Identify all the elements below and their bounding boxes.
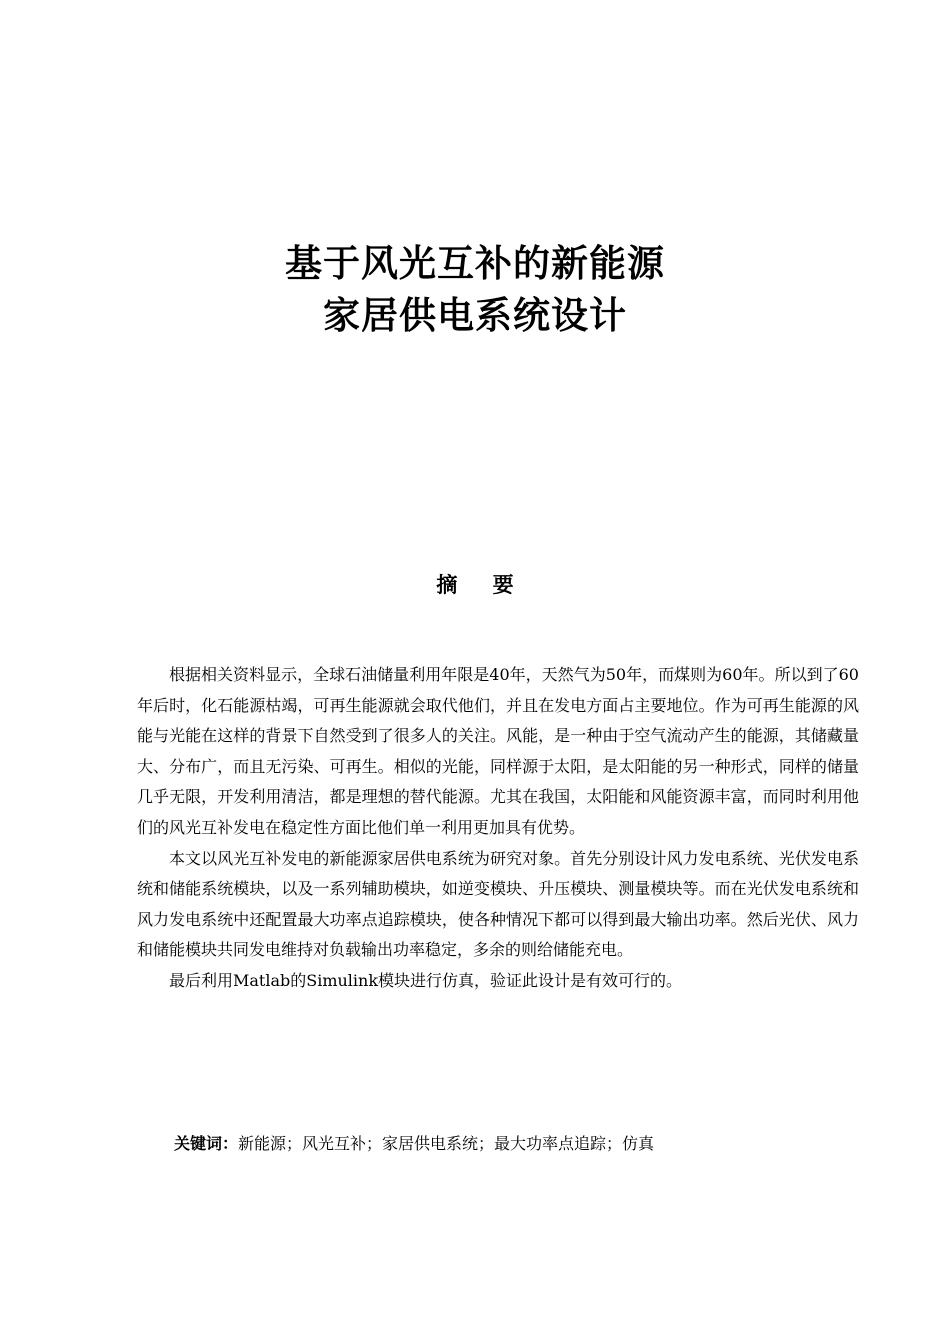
abstract-paragraph-1: 根据相关资料显示，全球石油储量利用年限是40年，天然气为50年，而煤则为60年。所以到了60年后时，化石能源枯竭，可再生能源就会取代他们，并且在发电方面占主要地位。作为可再生能源的风能与光能在这样的背景下自然受到了很多人的关注。风能，是一种由于空气流动产生的能源，其储藏量大、分布广，而且无污染、可再生。相似的光能，同样源于太阳，是太阳能的另一种形式，同样的储量几乎无限，开发利用清洁，都是理想的替代能源。尤其在我国，太阳能和风能资源丰富，而同时利用他们的风光互补发电在稳定性方面比他们单一利用更加具有优势。 [137, 665, 859, 837]
keywords-text: 新能源；风光互补；家居供电系统；最大功率点追踪；仿真 [238, 1134, 655, 1153]
keywords-line [174, 1129, 874, 1159]
keywords-label: 关键词： [174, 1134, 239, 1153]
abstract-paragraph-3: 最后利用Matlab的Simulink模块进行仿真，验证此设计是有效可行的。 [169, 970, 683, 990]
abstract-body [137, 660, 859, 997]
document-title [0, 238, 950, 342]
title-line-1: 基于风光互补的新能源 [285, 242, 665, 285]
abstract-paragraph-2: 本文以风光互补发电的新能源家居供电系统为研究对象。首先分别设计风力发电系统、光伏发电系统和储能系统模块，以及一系列辅助模块，如逆变模块、升压模块、测量模块等。而在光伏发电系统和风力发电系统中还配置最大功率点追踪模块，使各种情况下都可以得到最大输出功率。然后光伏、风力和储能模块共同发电维持对负载输出功率稳定，多余的则给储能充电。 [137, 848, 859, 960]
title-line-2: 家居供电系统设计 [323, 294, 627, 337]
abstract-heading: 摘 要 [436, 573, 528, 597]
